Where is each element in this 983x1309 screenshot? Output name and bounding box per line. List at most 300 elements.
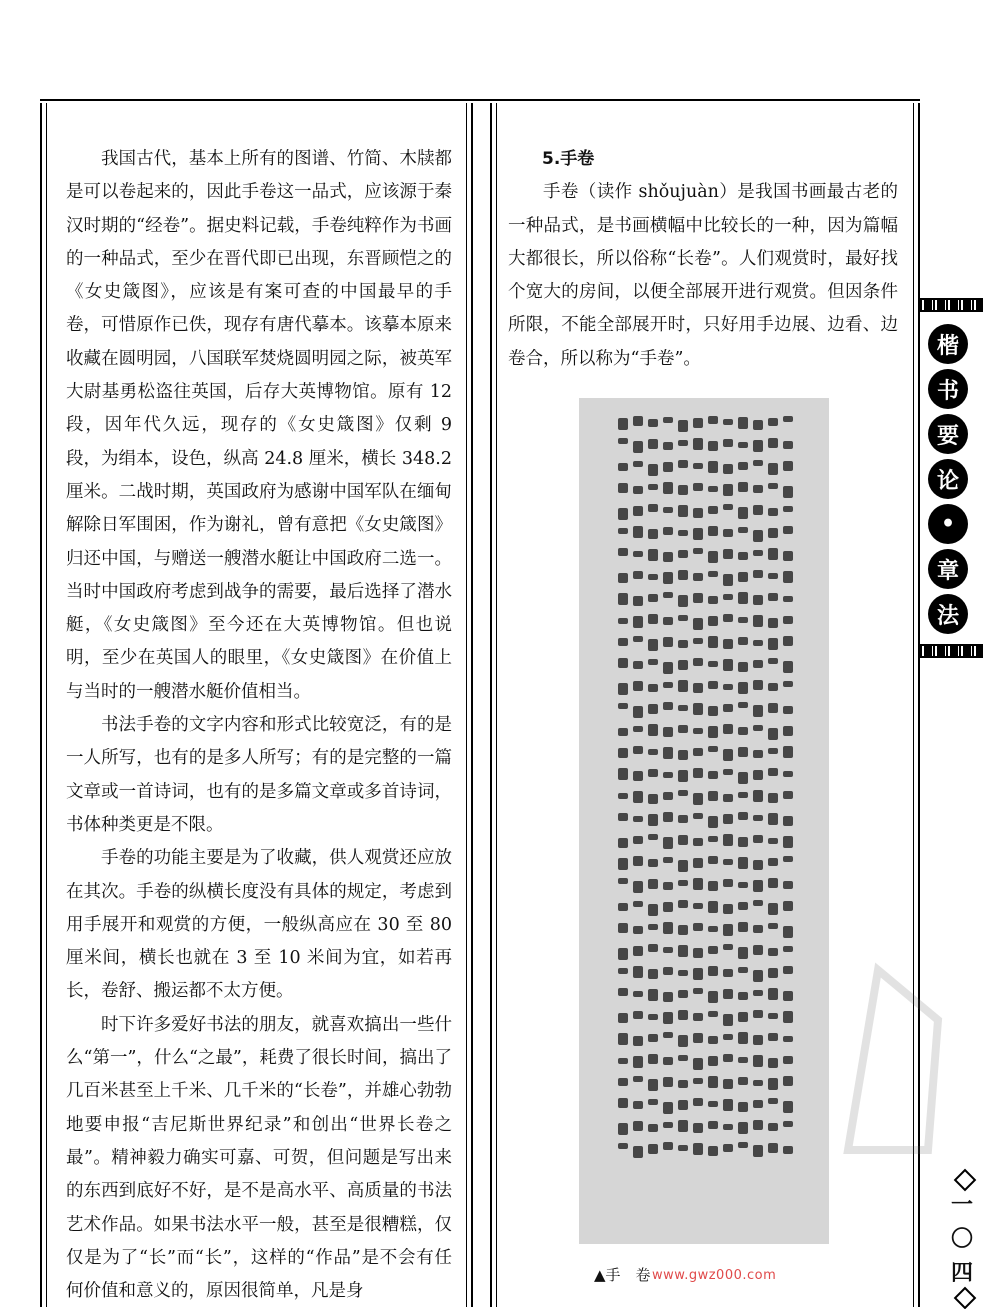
calligraphy-glyph bbox=[663, 637, 673, 647]
calligraphy-column bbox=[616, 416, 630, 1174]
calligraphy-glyph bbox=[738, 882, 748, 888]
calligraphy-glyph bbox=[693, 618, 703, 630]
calligraphy-glyph bbox=[708, 486, 718, 492]
calligraphy-glyph bbox=[723, 574, 733, 586]
calligraphy-glyph bbox=[618, 748, 628, 758]
calligraphy-column bbox=[766, 416, 780, 1174]
calligraphy-glyph bbox=[648, 724, 658, 736]
calligraphy-glyph bbox=[648, 594, 658, 602]
calligraphy-glyph bbox=[693, 1123, 703, 1133]
calligraphy-glyph bbox=[693, 878, 703, 890]
calligraphy-glyph bbox=[633, 1056, 643, 1068]
calligraphy-glyph bbox=[618, 988, 628, 996]
calligraphy-glyph bbox=[633, 616, 643, 628]
calligraphy-glyph bbox=[633, 681, 643, 691]
calligraphy-glyph bbox=[678, 530, 688, 536]
calligraphy-glyph bbox=[648, 1034, 658, 1042]
calligraphy-glyph bbox=[753, 440, 763, 452]
calligraphy-glyph bbox=[633, 596, 643, 606]
calligraphy-glyph bbox=[618, 1098, 628, 1108]
calligraphy-glyph bbox=[663, 572, 673, 584]
calligraphy-glyph bbox=[753, 770, 763, 780]
calligraphy-column bbox=[691, 416, 705, 1174]
calligraphy-glyph bbox=[738, 527, 748, 533]
calligraphy-glyph bbox=[678, 570, 688, 580]
calligraphy-glyph bbox=[768, 813, 778, 825]
calligraphy-glyph bbox=[693, 748, 703, 756]
calligraphy-glyph bbox=[693, 813, 703, 819]
calligraphy-glyph bbox=[723, 989, 733, 999]
calligraphy-glyph bbox=[708, 991, 718, 1003]
calligraphy-glyph bbox=[738, 727, 748, 735]
calligraphy-column bbox=[631, 416, 645, 1174]
calligraphy-glyph bbox=[783, 746, 793, 758]
calligraphy-glyph bbox=[708, 616, 718, 626]
calligraphy-glyph bbox=[648, 794, 658, 804]
calligraphy-glyph bbox=[753, 990, 763, 996]
bdg-watermark-seal bbox=[838, 960, 948, 1160]
calligraphy-glyph bbox=[618, 948, 628, 960]
calligraphy-glyph bbox=[708, 856, 718, 864]
calligraphy-glyph bbox=[738, 507, 748, 519]
calligraphy-glyph bbox=[648, 969, 658, 979]
calligraphy-glyph bbox=[783, 1056, 793, 1064]
calligraphy-glyph bbox=[663, 727, 673, 737]
calligraphy-glyph bbox=[738, 662, 748, 672]
calligraphy-glyph bbox=[723, 504, 733, 510]
calligraphy-glyph bbox=[708, 926, 718, 932]
calligraphy-glyph bbox=[783, 791, 793, 799]
calligraphy-glyph bbox=[693, 948, 703, 958]
calligraphy-glyph bbox=[768, 768, 778, 776]
calligraphy-glyph bbox=[768, 878, 778, 888]
calligraphy-glyph bbox=[678, 1055, 688, 1061]
calligraphy-glyph bbox=[723, 1079, 733, 1089]
calligraphy-glyph bbox=[738, 1012, 748, 1022]
calligraphy-column bbox=[646, 416, 660, 1174]
page-number: 一 〇 四 bbox=[950, 1192, 973, 1286]
calligraphy-glyph bbox=[648, 1079, 658, 1091]
calligraphy-glyph bbox=[738, 902, 748, 910]
calligraphy-glyph bbox=[663, 592, 673, 598]
calligraphy-glyph bbox=[708, 661, 718, 667]
calligraphy-glyph bbox=[753, 945, 763, 955]
calligraphy-glyph bbox=[723, 969, 733, 977]
calligraphy-glyph bbox=[618, 1058, 628, 1064]
calligraphy-glyph bbox=[648, 989, 658, 1001]
calligraphy-glyph bbox=[753, 815, 763, 821]
calligraphy-glyph bbox=[663, 992, 673, 1002]
calligraphy-glyph bbox=[783, 636, 793, 646]
calligraphy-glyph bbox=[693, 528, 703, 540]
calligraphy-glyph bbox=[753, 705, 763, 717]
calligraphy-glyph bbox=[768, 508, 778, 516]
calligraphy-glyph bbox=[678, 485, 688, 495]
calligraphy-glyph bbox=[618, 418, 628, 430]
calligraphy-glyph bbox=[633, 746, 643, 754]
calligraphy-glyph bbox=[723, 1124, 733, 1130]
calligraphy-glyph bbox=[618, 1013, 628, 1023]
calligraphy-glyph bbox=[618, 1033, 628, 1045]
calligraphy-glyph bbox=[783, 966, 793, 974]
calligraphy-glyph bbox=[693, 548, 703, 554]
calligraphy-glyph bbox=[678, 970, 688, 976]
calligraphy-glyph bbox=[723, 704, 733, 712]
diamond-ornament-bottom bbox=[954, 1287, 977, 1309]
calligraphy-glyph bbox=[783, 486, 793, 498]
calligraphy-glyph bbox=[678, 750, 688, 760]
paragraph-4: 时下许多爱好书法的朋友，就喜欢搞出一些什么“第一”，什么“之最”，耗费了很长时间，搞出了几百米甚至上千米、几千米的“长卷”，并雄心勃勃地要申报“吉尼斯世界纪录”和创出“世界长卷之最”。精神毅力确实可嘉、可贺，但问题是写出来的东西到底好不好，是不是高水平、高质量的书法艺术作品。如果书法水平一般，甚至是很糟糕，仅仅是为了“长”而“长”，这样的“作品”是不会有任何价值和意义的，原因很简单，凡是身 bbox=[66, 1014, 452, 1302]
calligraphy-glyph bbox=[663, 947, 673, 953]
calligraphy-glyph bbox=[783, 441, 793, 449]
calligraphy-glyph bbox=[783, 506, 793, 512]
calligraphy-glyph bbox=[753, 530, 763, 542]
calligraphy-glyph bbox=[738, 792, 748, 798]
calligraphy-glyph bbox=[663, 527, 673, 535]
calligraphy-glyph bbox=[663, 967, 673, 975]
calligraphy-glyph bbox=[723, 1144, 733, 1152]
calligraphy-glyph bbox=[753, 680, 763, 690]
calligraphy-glyph bbox=[768, 968, 778, 978]
calligraphy-glyph bbox=[663, 507, 673, 513]
calligraphy-glyph bbox=[648, 1054, 658, 1064]
calligraphy-glyph bbox=[618, 483, 628, 493]
calligraphy-glyph bbox=[633, 486, 643, 494]
calligraphy-glyph bbox=[753, 570, 763, 578]
calligraphy-glyph bbox=[738, 442, 748, 448]
calligraphy-glyph bbox=[618, 528, 628, 534]
calligraphy-glyph bbox=[678, 1080, 688, 1088]
calligraphy-glyph bbox=[663, 1102, 673, 1114]
section-paragraph: 手卷（读作 shǒujuàn）是我国书画最古老的一种品式，是书画横幅中比较长的一种，因为篇幅大都很长，所以俗称“长卷”。人们观赏时，最好找个宽大的房间，以便全部展开进行观赏。但因条件所限，不能全部展开时，只好用手边展、边看、边卷合，所以称为“手卷”。 bbox=[508, 182, 898, 369]
figure-caption: ▲手 卷 bbox=[594, 1266, 651, 1284]
calligraphy-glyph bbox=[723, 594, 733, 600]
calligraphy-glyph bbox=[693, 1143, 703, 1155]
calligraphy-glyph bbox=[768, 838, 778, 844]
calligraphy-glyph bbox=[768, 658, 778, 664]
handscroll-figure bbox=[579, 398, 829, 1244]
calligraphy-glyph bbox=[618, 968, 628, 974]
calligraphy-glyph bbox=[663, 682, 673, 688]
calligraphy-glyph bbox=[618, 813, 628, 821]
calligraphy-glyph bbox=[693, 903, 703, 909]
calligraphy-column bbox=[676, 416, 690, 1174]
calligraphy-glyph bbox=[678, 900, 688, 908]
calligraphy-glyph bbox=[708, 1011, 718, 1017]
calligraphy-glyph bbox=[663, 837, 673, 849]
calligraphy-glyph bbox=[618, 593, 628, 605]
calligraphy-glyph bbox=[783, 946, 793, 952]
calligraphy-glyph bbox=[678, 615, 688, 621]
calligraphy-glyph bbox=[618, 858, 628, 870]
calligraphy-glyph bbox=[708, 596, 718, 604]
calligraphy-glyph bbox=[618, 838, 628, 848]
calligraphy-glyph bbox=[738, 1142, 748, 1148]
calligraphy-glyph bbox=[648, 574, 658, 580]
calligraphy-glyph bbox=[648, 419, 658, 427]
calligraphy-glyph bbox=[693, 418, 703, 428]
calligraphy-glyph bbox=[678, 505, 688, 517]
calligraphy-glyph bbox=[633, 991, 643, 997]
calligraphy-glyph bbox=[663, 662, 673, 674]
calligraphy-glyph bbox=[678, 925, 688, 935]
calligraphy-glyph bbox=[693, 508, 703, 518]
calligraphy-glyph bbox=[678, 1035, 688, 1047]
calligraphy-glyph bbox=[663, 1142, 673, 1150]
calligraphy-glyph bbox=[648, 814, 658, 826]
calligraphy-glyph bbox=[663, 922, 673, 934]
calligraphy-glyph bbox=[738, 1057, 748, 1063]
calligraphy-glyph bbox=[738, 1122, 748, 1134]
calligraphy-glyph bbox=[738, 857, 748, 869]
calligraphy-glyph bbox=[648, 904, 658, 916]
calligraphy-glyph bbox=[783, 1036, 793, 1042]
calligraphy-glyph bbox=[708, 441, 718, 451]
side-char-2: 书 bbox=[928, 369, 968, 409]
calligraphy-glyph bbox=[783, 551, 793, 561]
calligraphy-glyph bbox=[738, 702, 748, 708]
calligraphy-glyph bbox=[678, 880, 688, 886]
calligraphy-glyph bbox=[693, 1078, 703, 1084]
calligraphy-glyph bbox=[723, 659, 733, 671]
calligraphy-glyph bbox=[618, 548, 628, 556]
calligraphy-glyph bbox=[708, 791, 718, 801]
calligraphy-glyph bbox=[723, 769, 733, 775]
calligraphy-glyph bbox=[618, 683, 628, 695]
calligraphy-glyph bbox=[723, 724, 733, 734]
calligraphy-glyph bbox=[738, 837, 748, 847]
calligraphy-column bbox=[706, 416, 720, 1174]
calligraphy-glyph bbox=[723, 1014, 733, 1026]
calligraphy-columns bbox=[613, 416, 795, 1174]
calligraphy-glyph bbox=[663, 617, 673, 625]
calligraphy-glyph bbox=[633, 816, 643, 822]
calligraphy-glyph bbox=[768, 418, 778, 426]
calligraphy-glyph bbox=[678, 860, 688, 872]
side-char-3: 要 bbox=[928, 414, 968, 454]
calligraphy-glyph bbox=[633, 661, 643, 669]
calligraphy-glyph bbox=[618, 618, 628, 624]
calligraphy-glyph bbox=[738, 772, 748, 784]
calligraphy-glyph bbox=[633, 771, 643, 781]
calligraphy-glyph bbox=[708, 681, 718, 689]
calligraphy-glyph bbox=[708, 901, 718, 913]
calligraphy-glyph bbox=[633, 441, 643, 453]
calligraphy-glyph bbox=[663, 1057, 673, 1065]
calligraphy-column bbox=[751, 416, 765, 1174]
calligraphy-glyph bbox=[693, 793, 703, 805]
calligraphy-glyph bbox=[693, 768, 703, 778]
calligraphy-glyph bbox=[648, 614, 658, 624]
page-top-rule bbox=[40, 99, 920, 101]
calligraphy-glyph bbox=[708, 571, 718, 577]
calligraphy-glyph bbox=[723, 879, 733, 887]
side-char-4: 论 bbox=[928, 459, 968, 499]
calligraphy-glyph bbox=[693, 923, 703, 931]
calligraphy-glyph bbox=[708, 416, 718, 424]
calligraphy-glyph bbox=[783, 816, 793, 826]
calligraphy-glyph bbox=[723, 529, 733, 537]
calligraphy-glyph bbox=[768, 593, 778, 601]
calligraphy-glyph bbox=[753, 505, 763, 515]
calligraphy-glyph bbox=[738, 947, 748, 959]
calligraphy-glyph bbox=[633, 571, 643, 579]
watermark-text: www.gwz000.com bbox=[652, 1268, 777, 1283]
calligraphy-glyph bbox=[738, 552, 748, 560]
calligraphy-glyph bbox=[708, 1036, 718, 1044]
calligraphy-glyph bbox=[648, 944, 658, 952]
calligraphy-glyph bbox=[783, 1011, 793, 1023]
calligraphy-glyph bbox=[738, 922, 748, 932]
calligraphy-glyph bbox=[693, 658, 703, 666]
calligraphy-glyph bbox=[753, 640, 763, 646]
calligraphy-glyph bbox=[678, 790, 688, 796]
side-title-strip bbox=[920, 298, 983, 658]
calligraphy-glyph bbox=[678, 705, 688, 711]
calligraphy-glyph bbox=[708, 966, 718, 976]
calligraphy-glyph bbox=[663, 857, 673, 863]
calligraphy-glyph bbox=[678, 1100, 688, 1110]
calligraphy-glyph bbox=[738, 1077, 748, 1085]
calligraphy-glyph bbox=[783, 856, 793, 862]
calligraphy-glyph bbox=[618, 793, 628, 799]
calligraphy-glyph bbox=[723, 439, 733, 447]
calligraphy-glyph bbox=[663, 462, 673, 472]
calligraphy-glyph bbox=[723, 814, 733, 824]
calligraphy-glyph bbox=[723, 859, 733, 865]
calligraphy-glyph bbox=[768, 988, 778, 1000]
calligraphy-glyph bbox=[723, 614, 733, 622]
calligraphy-glyph bbox=[618, 923, 628, 933]
calligraphy-glyph bbox=[738, 992, 748, 1000]
right-column-text bbox=[508, 143, 898, 376]
calligraphy-glyph bbox=[648, 549, 658, 561]
calligraphy-glyph bbox=[708, 726, 718, 738]
calligraphy-glyph bbox=[753, 860, 763, 870]
calligraphy-glyph bbox=[633, 836, 643, 844]
calligraphy-glyph bbox=[738, 617, 748, 623]
calligraphy-glyph bbox=[768, 1123, 778, 1131]
calligraphy-glyph bbox=[753, 925, 763, 933]
calligraphy-column bbox=[781, 416, 795, 1174]
calligraphy-glyph bbox=[783, 836, 793, 848]
calligraphy-glyph bbox=[768, 1078, 778, 1090]
calligraphy-glyph bbox=[738, 462, 748, 470]
calligraphy-glyph bbox=[708, 1101, 718, 1107]
calligraphy-glyph bbox=[708, 506, 718, 514]
calligraphy-glyph bbox=[783, 596, 793, 602]
meander-border-top bbox=[920, 298, 983, 312]
calligraphy-glyph bbox=[753, 660, 763, 668]
calligraphy-glyph bbox=[633, 1101, 643, 1109]
calligraphy-glyph bbox=[708, 1121, 718, 1129]
calligraphy-glyph bbox=[783, 901, 793, 911]
calligraphy-glyph bbox=[633, 526, 643, 538]
calligraphy-glyph bbox=[678, 725, 688, 733]
calligraphy-glyph bbox=[768, 438, 778, 448]
calligraphy-glyph bbox=[633, 1076, 643, 1082]
calligraphy-glyph bbox=[693, 728, 703, 734]
calligraphy-glyph bbox=[618, 438, 628, 444]
calligraphy-glyph bbox=[633, 946, 643, 956]
calligraphy-glyph bbox=[663, 442, 673, 450]
calligraphy-glyph bbox=[648, 529, 658, 539]
calligraphy-glyph bbox=[738, 747, 748, 757]
calligraphy-glyph bbox=[708, 836, 718, 842]
calligraphy-glyph bbox=[708, 1056, 718, 1066]
calligraphy-glyph bbox=[738, 682, 748, 694]
calligraphy-glyph bbox=[693, 1058, 703, 1070]
calligraphy-glyph bbox=[783, 991, 793, 1001]
calligraphy-glyph bbox=[663, 882, 673, 890]
calligraphy-glyph bbox=[783, 461, 793, 471]
calligraphy-glyph bbox=[618, 573, 628, 583]
calligraphy-glyph bbox=[663, 417, 673, 423]
calligraphy-glyph bbox=[783, 881, 793, 889]
calligraphy-glyph bbox=[663, 1012, 673, 1024]
paragraph-2: 书法手卷的文字内容和形式比较宽泛，有的是一人所写，也有的是多人所写；有的是完整的一篇文章或一首诗词，也有的是多篇文章或多首诗词，书体种类更是不限。 bbox=[66, 715, 452, 835]
calligraphy-glyph bbox=[753, 460, 763, 466]
calligraphy-glyph bbox=[678, 440, 688, 446]
calligraphy-glyph bbox=[768, 858, 778, 866]
calligraphy-glyph bbox=[768, 528, 778, 538]
calligraphy-glyph bbox=[768, 638, 778, 650]
calligraphy-glyph bbox=[753, 615, 763, 627]
calligraphy-glyph bbox=[768, 463, 778, 475]
calligraphy-glyph bbox=[693, 988, 703, 994]
calligraphy-glyph bbox=[618, 768, 628, 780]
calligraphy-glyph bbox=[633, 1121, 643, 1131]
calligraphy-glyph bbox=[768, 483, 778, 489]
calligraphy-glyph bbox=[768, 573, 778, 579]
section-heading: 5.手卷 bbox=[542, 149, 595, 169]
calligraphy-glyph bbox=[783, 926, 793, 938]
calligraphy-glyph bbox=[678, 1145, 688, 1151]
calligraphy-glyph bbox=[783, 571, 793, 583]
calligraphy-glyph bbox=[618, 1078, 628, 1086]
calligraphy-glyph bbox=[618, 1123, 628, 1135]
calligraphy-glyph bbox=[738, 1102, 748, 1112]
calligraphy-glyph bbox=[753, 1120, 763, 1130]
calligraphy-glyph bbox=[738, 592, 748, 604]
calligraphy-glyph bbox=[678, 420, 688, 432]
calligraphy-glyph bbox=[648, 464, 658, 476]
calligraphy-glyph bbox=[648, 484, 658, 490]
calligraphy-glyph bbox=[753, 1080, 763, 1086]
calligraphy-glyph bbox=[753, 1100, 763, 1108]
calligraphy-glyph bbox=[723, 1054, 733, 1062]
calligraphy-glyph bbox=[708, 816, 718, 828]
calligraphy-glyph bbox=[768, 683, 778, 691]
calligraphy-glyph bbox=[753, 595, 763, 605]
calligraphy-glyph bbox=[783, 681, 793, 687]
calligraphy-glyph bbox=[663, 747, 673, 759]
calligraphy-glyph bbox=[648, 504, 658, 512]
calligraphy-glyph bbox=[753, 790, 763, 802]
calligraphy-glyph bbox=[648, 1014, 658, 1020]
calligraphy-glyph bbox=[768, 618, 778, 628]
calligraphy-glyph bbox=[693, 703, 703, 715]
calligraphy-glyph bbox=[693, 573, 703, 581]
calligraphy-glyph bbox=[753, 1010, 763, 1018]
calligraphy-glyph bbox=[633, 416, 643, 426]
calligraphy-glyph bbox=[693, 683, 703, 693]
calligraphy-glyph bbox=[618, 1143, 628, 1149]
calligraphy-glyph bbox=[723, 904, 733, 914]
calligraphy-glyph bbox=[663, 1032, 673, 1038]
calligraphy-glyph bbox=[663, 812, 673, 822]
calligraphy-glyph bbox=[753, 725, 763, 731]
